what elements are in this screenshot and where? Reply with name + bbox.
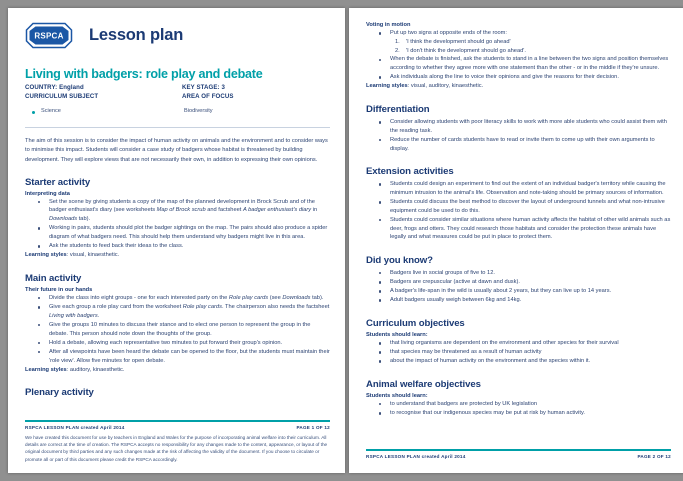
list-item: Give the groups 10 minutes to discuss their stance and to elect one person to represent the group in the debate. This person should note down the thoughts of the group. [49,321,330,338]
svg-text:RSPCA: RSPCA [34,31,64,41]
section-heading-curriculum-objectives: Curriculum objectives [366,317,465,329]
section-heading-plenary-activity: Plenary activity [25,387,94,399]
list-item: that species may be threatened as a result of human activity [390,348,671,357]
document-title: Lesson plan [89,26,184,44]
footer-row [366,454,671,459]
bullet-list-extension-activities [366,180,671,242]
list-item: 'I don't think the development should go ahead'. [406,47,526,54]
footer-disclaimer: We have created this document for use by teachers in England and Wales for the purpose of incorporating animal welfare into their curriculum. All details are correct at the time of creation. The RSPCA accepts no responsibility for any changes made to the content, appearance, or layout of the original document by third parties and any such changes made at the risk of affecting the validity of the document. If you choose to circulate or promote all or part of this document please credit the RSPCA accordingly. [25,434,328,462]
section-heading-differentiation: Differentiation [366,104,430,116]
list-item: that living organisms are dependent on the environment and other species for their survival [390,339,671,348]
country-label: COUNTRY: England [25,84,84,91]
list-item: 'I think the development should go ahead' [406,39,511,46]
list-item: When the debate is finished, ask the students to stand in a line between the two signs and position themselves according to whether they agree more with one statement than the other - or in the middle if they're unsure. [390,55,671,72]
page-right-footer [366,449,671,463]
lesson-meta-labels [25,84,330,101]
curriculum-subject-label: CURRICULUM SUBJECT [25,92,99,100]
list-item: about the impact of human activity on the environment and the species within it. [390,357,671,366]
bullet-list-voting-in-motion-cont [366,55,671,81]
key-stage-label: KEY STAGE: 3 [182,84,225,91]
area-of-focus-value: Biodiversity [184,108,213,115]
rspca-logo-icon [25,22,73,49]
header-divider [25,127,330,128]
footer-divider [366,449,671,451]
list-item: Students could consider similar situations where human activity affects the habitat of other wild animals such as deer, frogs and otters. They could research those habitats and consider the protection these animals have legally and what measures could be put in place to protect them. [390,216,671,241]
subject-value: Science [25,108,182,116]
bullet-list-differentiation [366,118,671,153]
section-subhead-curriculum-objectives: Students should learn: [366,331,428,338]
bullet-list-animal-welfare-objectives [366,400,671,418]
bullet-list-did-you-know [366,269,671,305]
footer-row [25,425,330,430]
list-item: Badgers are crepuscular (active at dawn and dusk). [390,278,671,287]
footer-page-number: PAGE 2 OF 12 [637,454,671,459]
list-item: Adult badgers usually weigh between 6kg and 14kg. [390,296,671,305]
page-right [349,8,683,473]
learning-styles-starter-activity: Learning styles: visual, kinaesthetic. [25,252,120,259]
section-heading-animal-welfare-objectives: Animal welfare objectives [366,378,481,390]
section-heading-starter-activity: Starter activity [25,176,91,188]
list-item: to recognise that our indigenous species may be put at risk by human activity. [390,409,671,418]
section-subhead-starter-activity: Interpreting data [25,190,70,197]
list-item: Divide the class into eight groups - one for each interested party on the Role play cards (see Downloads tab). [49,294,330,303]
bullet-list-main-activity [25,294,330,365]
section-subhead-voting-in-motion: Voting in motion [366,22,411,28]
list-item: Set the scene by giving students a copy of the map of the planned development in Brock Scrub and of the badger enthusiast's diary (see worksheets Map of Brock scrub and factsheet A badger enthusiast's diary in Downloads tab). [49,198,330,224]
page-left [8,8,345,473]
list-item: Put up two signs at opposite ends of the room: [390,29,671,38]
intro-paragraph: The aim of this session is to consider the impact of human activity on animals and the environment and to consider ways to minimise this impact. Students will consider a case study of badgers whose habitat is threatened by building development. They will explore views that are not necessarily their own, in addition to expressing their own opinions. [25,138,328,163]
section-heading-main-activity: Main activity [25,272,82,284]
list-item: After all viewpoints have been heard the debate can be opened to the floor, but the students must maintain their 'role view'. Allow five minutes for open debate. [49,348,330,364]
list-item: Ask individuals along the line to voice their opinions and give the reasons for their decision. [390,73,671,82]
numbered-list-voting-signs [390,38,671,55]
bullet-list-curriculum-objectives [366,339,671,366]
page-left-footer [25,420,330,463]
list-item: to understand that badgers are protected by UK legislation [390,400,671,409]
masthead [25,22,330,49]
section-heading-did-you-know: Did you know? [366,254,433,266]
page-left-content [25,22,330,463]
list-item: Working in pairs, students should plot the badger sightings on the map. The pairs should also produce a spider diagram of what badgers need. This should help them understand why badgers might live in this area. [49,224,330,241]
list-item: Give each group a role play card from the worksheet Role play cards. The chairperson also needs the factsheet Living with badgers. [49,304,330,319]
list-item: Consider allowing students with poor literacy skills to work with more able students who could assist them with the reading task. [390,118,671,135]
learning-styles-voting-in-motion: Learning styles: visual, auditory, kinaesthetic. [366,83,484,90]
list-item: A badger's life-span in the wild is usually about 2 years, but they can live up to 14 years. [390,287,671,296]
learning-styles-main-activity: Learning styles: auditory, kinaesthetic. [25,366,125,373]
list-item: Badgers live in social groups of five to 12. [390,269,671,278]
left-sections [25,177,330,399]
section-heading-extension-activities: Extension activities [366,166,454,178]
footer-credit: RSPCA LESSON PLAN created April 2014 [25,424,125,430]
area-of-focus-label: AREA OF FOCUS [182,92,234,100]
footer-credit: RSPCA LESSON PLAN created April 2014 [366,454,466,459]
section-subhead-main-activity: Their future in our hands [25,286,93,293]
page-right-content [366,22,671,463]
footer-divider [25,420,330,422]
list-item: Students could discuss the best method to discover the layout of underground tunnels and what non-intrusive equipment could be used to do this. [390,198,671,215]
footer-page-number: PAGE 1 OF 12 [296,424,330,430]
bullet-list-voting-in-motion [366,29,671,38]
lesson-title: Living with badgers: role play and debate [25,67,263,81]
list-item: Students could design an experiment to find out the extent of an individual badger's territory while causing the minimum intrusion to the animal's life. Observation and note-taking should be primary sources of information. [390,180,671,197]
lesson-meta-values [25,108,330,116]
bullet-list-starter-activity [25,198,330,251]
list-item: Hold a debate, allowing each representative two minutes to put forward their group's opinion. [49,339,330,348]
list-item: Reduce the number of cards students have to read or invite them to come up with their own arguments to display. [390,136,671,153]
section-subhead-animal-welfare-objectives: Students should learn: [366,392,428,399]
list-item: Ask the students to feed back their ideas to the class. [49,242,330,251]
